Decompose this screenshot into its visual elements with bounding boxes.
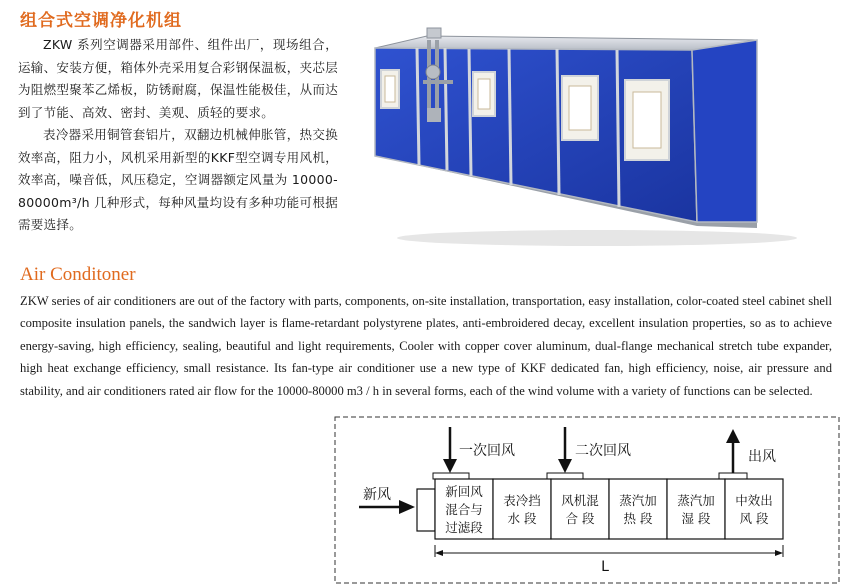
length-label: L [601, 559, 609, 575]
section-box-3 [551, 479, 609, 539]
english-title: Air Conditoner [20, 264, 136, 285]
primary-return-connector [433, 473, 469, 479]
outlet-arrow-icon [726, 429, 740, 475]
chinese-paragraph-2: 表冷器采用铜管套铝片，双翻边机械伸胀管，热交换效率高，阻力小，风机采用新型的KKF型空调专用风机，效率高，噪音低，风压稳定，空调器额定风量为 10000-80000m³/h 几种形式，每种风量均设有多种功能可根据需要选择。 [18, 127, 338, 232]
chinese-title: 组合式空调净化机组 [20, 11, 182, 31]
section-label-2-line-1: 表冷挡 [503, 493, 541, 508]
primary-return-label: 一次回风 [459, 443, 515, 459]
section-label-4-line-2: 热 段 [623, 511, 653, 526]
section-box-6 [725, 479, 783, 539]
chinese-paragraph-1: ZKW 系列空调器采用部件、组件出厂，现场组合，运输、安装方便，箱体外壳采用复合彩钢保温板，夹芯层为阻燃型聚苯乙烯板，防锈耐腐，保温性能极佳，从而达到了节能、高效、密封、美观、质轻的要求。 [18, 37, 339, 120]
section-label-4-line-1: 蒸汽加 [619, 493, 657, 508]
section-box-2 [493, 479, 551, 539]
fresh-air-label: 新风 [363, 487, 391, 503]
outlet-connector [719, 473, 747, 479]
length-dimension [435, 545, 783, 557]
section-label-3-line-2: 合 段 [565, 511, 595, 526]
secondary-return-connector [547, 473, 583, 479]
primary-return-arrow-icon [443, 427, 457, 473]
english-description: ZKW series of air conditioners are out of the factory with parts, components, on-site installation, transportation, easy installation, color-coated steel cabinet shell composite insulation panels, the sandwich layer is flame-retardant polystyrene plates, anti-embroidered decay, excellent insulation properties, so as to achieve energy-saving, high efficiency, sealing, beautiful and light requirements, Cooler with copper cover aluminum, dual-flange mechanical stretch tube expander, high heat exchange efficiency, small resistance. Its fan-type air conditioner use a new type of KKF dedicated fan, high efficiency, noise, air pressure and stability, and air conditioners rated air flow for the 10000-80000 m3 / h in several forms, each of the wind volume with a variety of functions can be selected. [20, 294, 832, 398]
secondary-return-arrow-icon [558, 427, 572, 473]
air-handling-unit-photo [357, 10, 843, 260]
inlet-duct [417, 489, 435, 531]
section-label-1-line-2: 混合与 [445, 502, 483, 517]
section-label-6-line-1: 中效出 [735, 493, 773, 508]
secondary-return-label: 二次回风 [575, 443, 631, 459]
section-box-4 [609, 479, 667, 539]
chinese-description [18, 34, 338, 237]
outlet-label: 出风 [748, 449, 776, 465]
section-box-5 [667, 479, 725, 539]
section-label-5-line-2: 湿 段 [681, 511, 711, 526]
section-label-1-line-1: 新回风 [445, 484, 483, 499]
section-label-3-line-1: 风机混 [561, 493, 599, 508]
section-label-5-line-1: 蒸汽加 [677, 493, 715, 508]
section-label-1-line-3: 过滤段 [445, 520, 483, 535]
airflow-section-diagram [333, 415, 841, 586]
section-label-6-line-2: 风 段 [739, 511, 769, 526]
section-label-2-line-2: 水 段 [507, 511, 537, 526]
